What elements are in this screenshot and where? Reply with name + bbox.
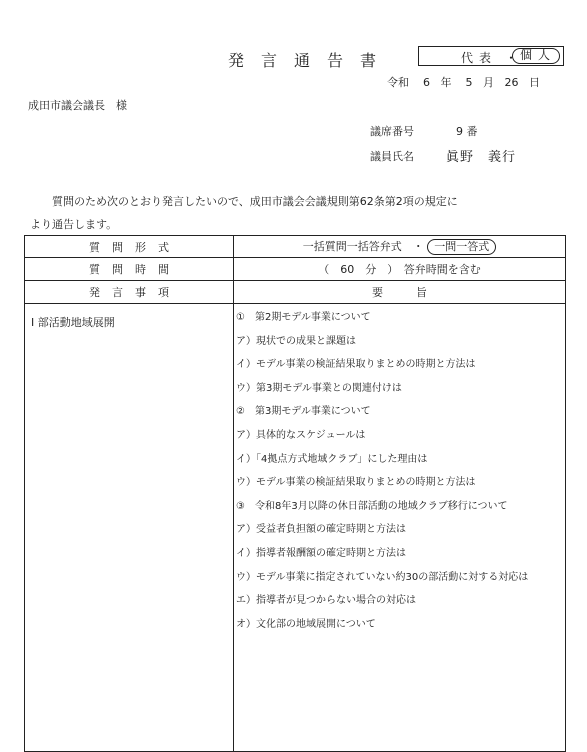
list-item: ウ）第3期モデル事業との関連付けは: [236, 382, 402, 394]
list-item: ウ）モデル事業の検証結果取りまとめの時期と方法は: [236, 477, 476, 489]
one-by-one-format-circled: 一問一答式: [427, 239, 496, 255]
date-day-unit: 日: [529, 76, 540, 89]
document-title: [228, 48, 393, 71]
list-item: ② 第3期モデル事業について: [236, 406, 371, 418]
list-item: イ）モデル事業の検証結果取りまとめの時期と方法は: [236, 359, 476, 371]
question-format-value: [234, 236, 566, 258]
individual-circled-label: 個人: [512, 48, 560, 64]
speech-topic: Ⅰ 部活動地域展開: [25, 304, 234, 752]
list-item: エ）指導者が見つからない場合の対応は: [236, 595, 416, 607]
question-format-label: 質問形式: [25, 236, 234, 258]
representative-individual-box: [418, 46, 564, 66]
member-name-label: 議員氏名: [370, 150, 414, 163]
separator-dot: ・: [505, 51, 518, 65]
date-month-unit: 月: [483, 76, 494, 89]
batch-format-text: 一括質問一括答弁式 ・: [302, 240, 424, 253]
title-char: 書: [360, 51, 377, 70]
date-month: 5: [465, 76, 473, 89]
question-time-label: 質問時間: [25, 258, 234, 281]
intro-text-line1: 質問のため次のとおり発言したいので、成田市議会会議規則第62条第2項の規定に: [52, 195, 458, 208]
list-item: イ）指導者報酬額の確定時期と方法は: [236, 547, 406, 559]
summary-list: [234, 304, 565, 641]
table-row: [25, 281, 566, 304]
title-char: 通: [294, 51, 311, 70]
list-item: ア）現状での成果と課題は: [236, 335, 356, 347]
submission-date: [387, 74, 540, 90]
list-item: ① 第2期モデル事業について: [236, 312, 371, 323]
speech-topic-header: 発言事項: [25, 281, 234, 304]
representative-label: 代表: [461, 51, 498, 65]
list-item: ア）具体的なスケジュールは: [236, 429, 366, 441]
title-char: 発: [228, 51, 245, 70]
member-name-value: 眞野 義行: [446, 150, 517, 165]
title-char: 言: [261, 51, 278, 70]
table-row: [25, 236, 566, 258]
summary-cell: [234, 304, 566, 752]
addressee: 成田市議会議長 様: [28, 99, 127, 112]
table-row: [25, 304, 566, 752]
seat-number-label: 議席番号: [370, 125, 414, 138]
list-item: ③ 令和8年3月以降の休日部活動の地域クラブ移行について: [236, 500, 508, 512]
table-row: [25, 258, 566, 281]
date-day: 26: [504, 76, 519, 89]
list-item: オ）文化部の地域展開について: [236, 618, 376, 630]
question-time-value: （ 60 分 ） 答弁時間を含む: [234, 258, 566, 281]
notice-table: [24, 235, 566, 752]
seat-number-value: 9 番: [456, 125, 478, 138]
list-item: ア）受益者負担額の確定時期と方法は: [236, 524, 406, 536]
intro-text-line2: より通告します。: [30, 218, 118, 231]
list-item: イ）「4拠点方式地域クラブ」にした理由は: [236, 453, 428, 465]
date-year: 6: [423, 76, 430, 89]
date-year-unit: 年: [440, 76, 452, 89]
summary-header: 要 旨: [234, 281, 566, 304]
list-item: ウ）モデル事業に指定されていない約30の部活動に対する対応は: [236, 571, 529, 583]
title-char: 告: [327, 51, 344, 70]
date-era: 令和: [387, 76, 409, 89]
